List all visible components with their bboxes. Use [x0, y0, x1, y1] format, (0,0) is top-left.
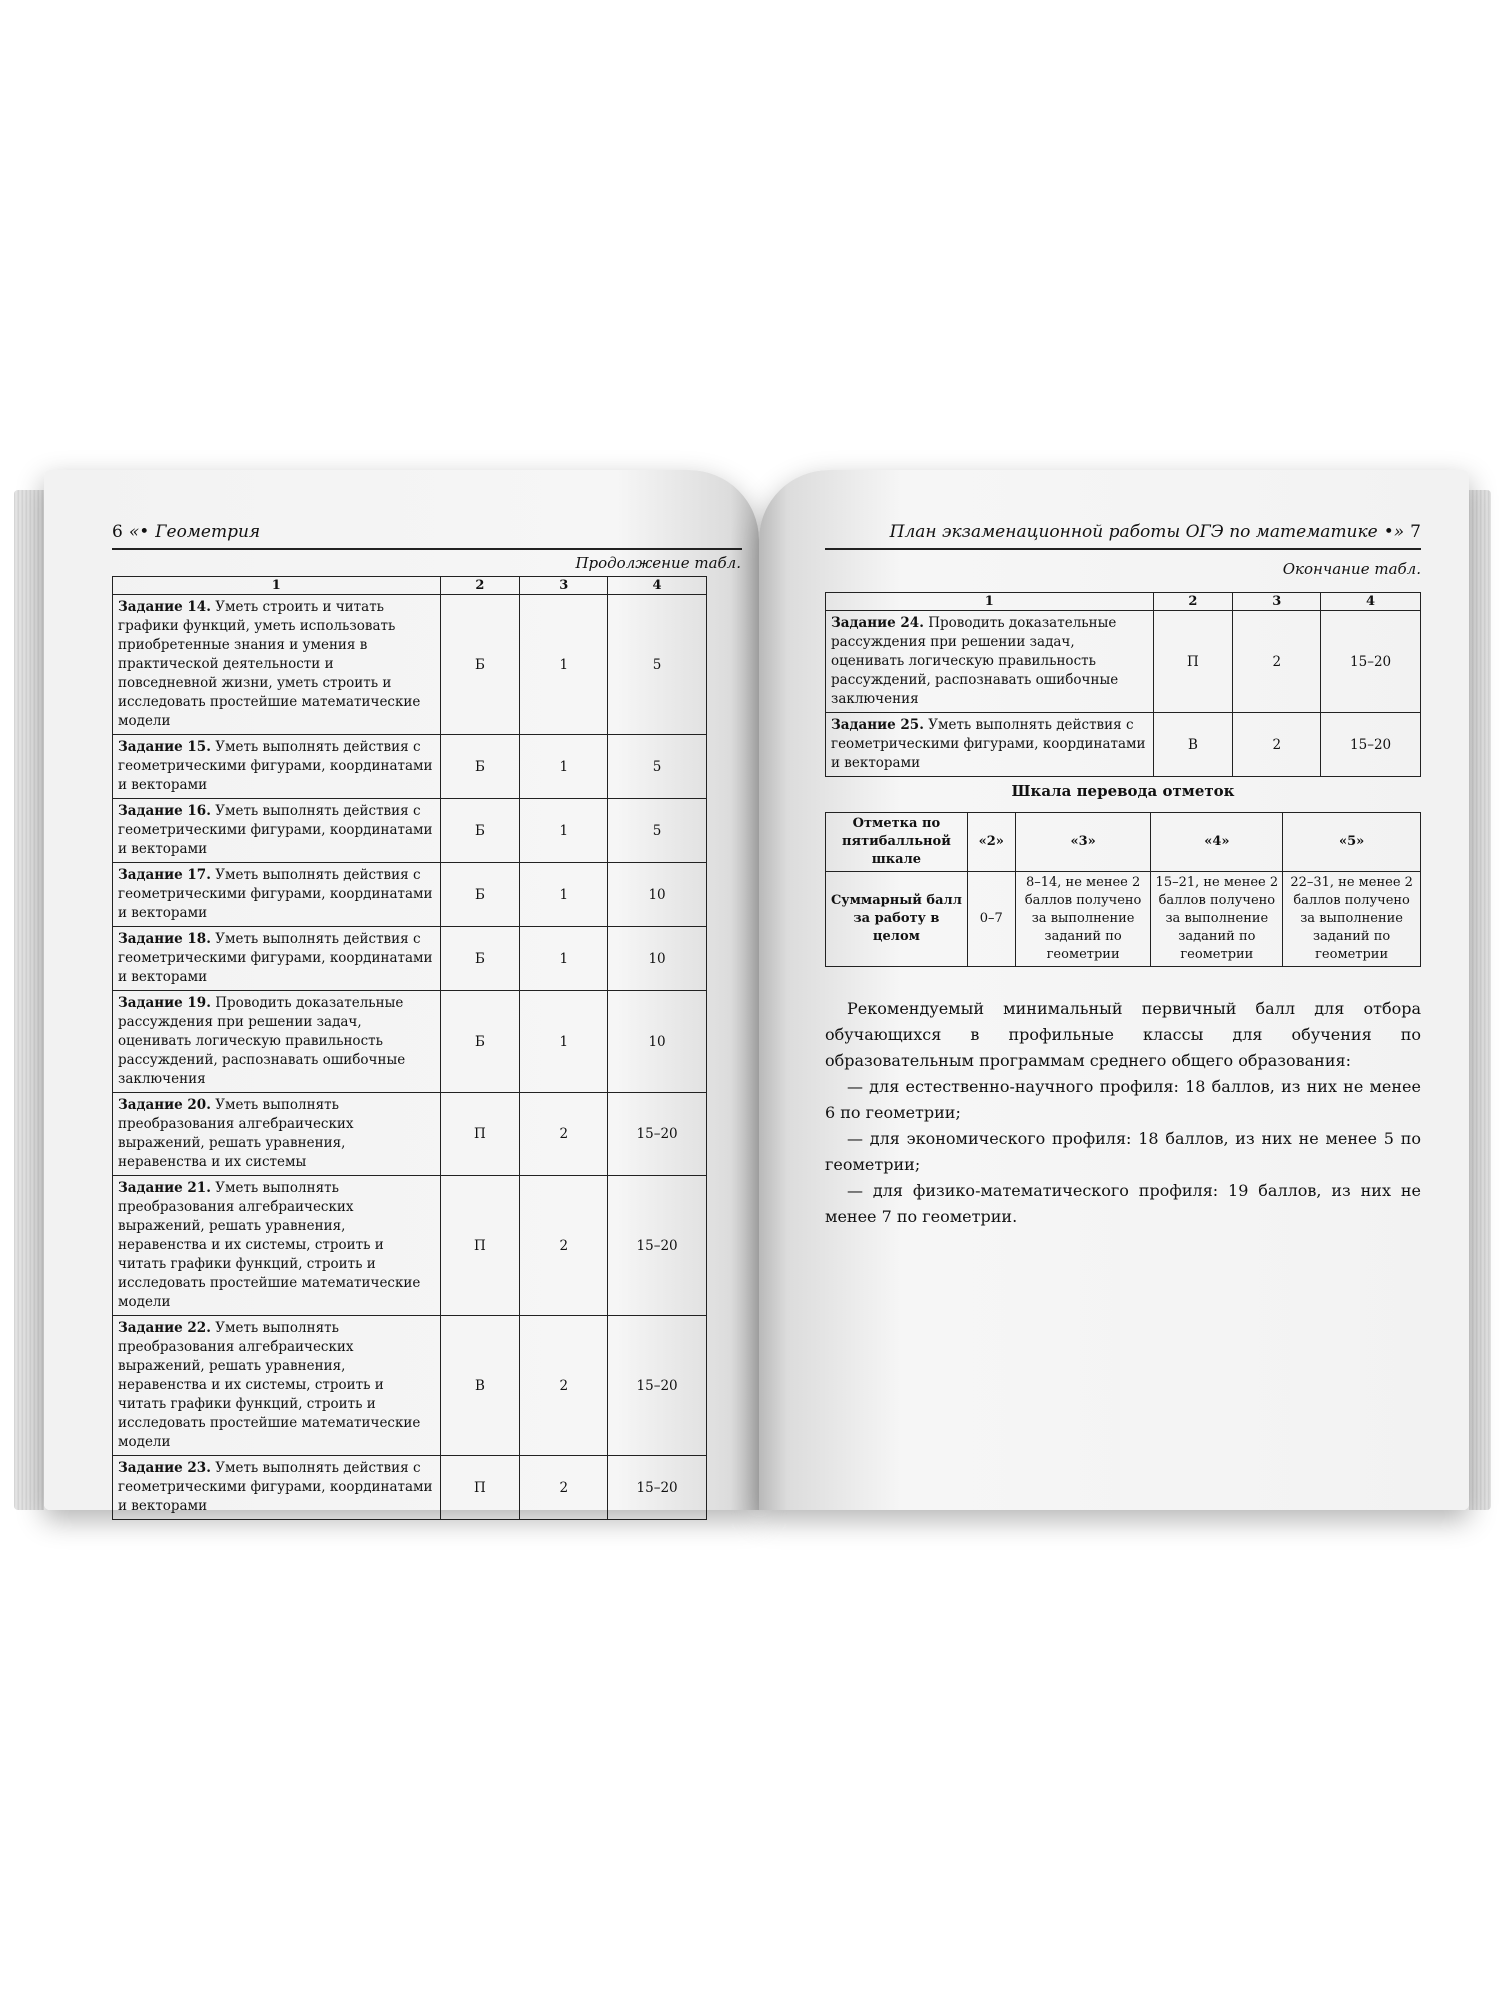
recommendation-text: [825, 996, 1421, 1230]
grade-3: «3»: [1015, 813, 1151, 872]
task-time: 15–20: [608, 1093, 707, 1176]
task-text: Уметь выполнять действия с геометрическими фигурами, координатами и векторами: [118, 931, 433, 985]
task-points: 1: [520, 927, 608, 991]
task-number: Задание 21.: [118, 1180, 211, 1196]
task-points: 1: [520, 863, 608, 927]
table-row: [113, 991, 707, 1093]
task-text: Уметь выполнять действия с геометрическими фигурами, координатами и векторами: [118, 739, 433, 793]
scale-grades-row: [826, 813, 1421, 872]
left-ornament: «•: [128, 522, 150, 542]
task-level: П: [1153, 611, 1233, 713]
task-time: 10: [608, 991, 707, 1093]
table-row: [113, 735, 707, 799]
task-level: Б: [440, 799, 520, 863]
right-running-title: План экзаменационной работы ОГЭ по математике: [889, 522, 1378, 542]
range-grade-4: 15–21, не менее 2 баллов получено за выполнение заданий по геометрии: [1151, 872, 1283, 967]
task-level: П: [440, 1176, 520, 1316]
task-points: 2: [520, 1176, 608, 1316]
left-col-2: 2: [440, 577, 520, 595]
task-points: 1: [520, 595, 608, 735]
open-book: [14, 470, 1492, 1530]
table-row: [826, 713, 1421, 777]
task-description: [113, 1456, 441, 1520]
task-description: [826, 611, 1154, 713]
left-header-rule: [112, 548, 742, 550]
task-time: 15–20: [608, 1316, 707, 1456]
task-time: 15–20: [608, 1456, 707, 1520]
task-points: 1: [520, 735, 608, 799]
range-grade-3: 8–14, не менее 2 баллов получено за выполнение заданий по геометрии: [1015, 872, 1151, 967]
scale-row2-label: Суммарный балл за работу в целом: [826, 872, 968, 967]
task-text: Проводить доказательные рассуждения при решении задач, оценивать логическую правильность рассуждений, распознавать ошибочные заключения: [118, 995, 406, 1087]
scale-title: Шкала перевода отметок: [1011, 782, 1235, 800]
task-points: 1: [520, 799, 608, 863]
left-table-header: [113, 577, 707, 595]
range-grade-2: 0–7: [967, 872, 1015, 967]
task-text: Уметь выполнять действия с геометрическими фигурами, координатами и векторами: [831, 717, 1146, 771]
left-page-edges: [14, 490, 44, 1510]
task-text: Уметь выполнять действия с геометрическими фигурами, координатами и векторами: [118, 867, 433, 921]
task-description: [113, 927, 441, 991]
range-grade-5: 22–31, не менее 2 баллов получено за выполнение заданий по геометрии: [1283, 872, 1421, 967]
left-page-number: 6: [112, 522, 123, 542]
table-row: [113, 863, 707, 927]
task-text: Уметь выполнять действия с геометрическими фигурами, координатами и векторами: [118, 803, 433, 857]
task-number: Задание 25.: [831, 717, 924, 733]
right-ornament: •»: [1383, 522, 1405, 542]
left-running-title: Геометрия: [155, 522, 261, 542]
table-row: [113, 799, 707, 863]
left-page: [44, 470, 759, 1514]
left-table-note: Продолжение табл.: [575, 554, 741, 572]
right-table-note: Окончание табл.: [1282, 560, 1421, 578]
grade-5: «5»: [1283, 813, 1421, 872]
task-number: Задание 22.: [118, 1320, 211, 1336]
task-text: Уметь выполнять действия с геометрическими фигурами, координатами и векторами: [118, 1460, 433, 1514]
scale-ranges-row: [826, 872, 1421, 967]
task-points: 2: [520, 1316, 608, 1456]
task-time: 15–20: [608, 1176, 707, 1316]
grade-4: «4»: [1151, 813, 1283, 872]
task-number: Задание 14.: [118, 599, 211, 615]
left-col-3: 3: [520, 577, 608, 595]
task-level: Б: [440, 595, 520, 735]
task-level: Б: [440, 927, 520, 991]
scale-row1-label: Отметка по пятибалльной шкале: [826, 813, 968, 872]
task-number: Задание 18.: [118, 931, 211, 947]
task-points: 2: [1233, 713, 1321, 777]
left-col-4: 4: [608, 577, 707, 595]
table-row: [826, 611, 1421, 713]
right-table-header: [826, 593, 1421, 611]
task-level: Б: [440, 863, 520, 927]
task-description: [113, 991, 441, 1093]
task-number: Задание 15.: [118, 739, 211, 755]
table-row: [113, 1176, 707, 1316]
table-row: [113, 927, 707, 991]
table-row: [113, 1316, 707, 1456]
task-description: [113, 735, 441, 799]
grade-2: «2»: [967, 813, 1015, 872]
right-col-1: 1: [826, 593, 1154, 611]
task-level: П: [440, 1093, 520, 1176]
right-running-head: [890, 522, 1421, 542]
profile-economic: — для экономического профиля: 18 баллов, из них не менее 5 по геометрии;: [825, 1129, 1421, 1174]
right-page: [759, 470, 1469, 1510]
task-points: 2: [520, 1456, 608, 1520]
task-number: Задание 16.: [118, 803, 211, 819]
task-text: Уметь выполнять преобразования алгебраических выражений, решать уравнения, неравенства и их системы: [118, 1097, 354, 1170]
right-col-4: 4: [1321, 593, 1421, 611]
task-time: 10: [608, 927, 707, 991]
right-table: [825, 592, 1421, 777]
task-time: 15–20: [1321, 713, 1421, 777]
task-number: Задание 20.: [118, 1097, 211, 1113]
right-page-edges: [1469, 490, 1491, 1510]
task-level: Б: [440, 991, 520, 1093]
task-time: 5: [608, 735, 707, 799]
task-description: [113, 1093, 441, 1176]
task-level: В: [440, 1316, 520, 1456]
task-level: П: [440, 1456, 520, 1520]
task-number: Задание 23.: [118, 1460, 211, 1476]
table-row: [113, 595, 707, 735]
recommendation-intro: Рекомендуемый минимальный первичный балл для отбора обучающихся в профильные классы для обучения по образовательным программам среднего общего образования:: [825, 999, 1421, 1070]
task-time: 5: [608, 799, 707, 863]
task-points: 2: [520, 1093, 608, 1176]
table-row: [113, 1456, 707, 1520]
right-header-rule: [825, 548, 1421, 550]
task-description: [826, 713, 1154, 777]
task-description: [113, 863, 441, 927]
task-description: [113, 595, 441, 735]
table-row: [113, 1093, 707, 1176]
task-text: Уметь выполнять преобразования алгебраических выражений, решать уравнения, неравенства и их системы, строить и читать графики функций, строить и исследовать простейшие математические модели: [118, 1180, 421, 1310]
task-description: [113, 1176, 441, 1316]
left-running-head: [112, 522, 260, 542]
task-text: Уметь выполнять преобразования алгебраических выражений, решать уравнения, неравенства и их системы, строить и читать графики функций, строить и исследовать простейшие математические модели: [118, 1320, 421, 1450]
task-description: [113, 1316, 441, 1456]
task-points: 1: [520, 991, 608, 1093]
left-table: [112, 576, 707, 1520]
right-col-3: 3: [1233, 593, 1321, 611]
profile-natural-science: — для естественно-научного профиля: 18 баллов, из них не менее 6 по геометрии;: [825, 1077, 1421, 1122]
task-level: В: [1153, 713, 1233, 777]
grade-scale-table: [825, 812, 1421, 967]
task-time: 5: [608, 595, 707, 735]
task-description: [113, 799, 441, 863]
left-col-1: 1: [113, 577, 441, 595]
task-time: 15–20: [1321, 611, 1421, 713]
task-time: 10: [608, 863, 707, 927]
right-page-number: 7: [1410, 522, 1421, 542]
task-number: Задание 24.: [831, 615, 924, 631]
task-points: 2: [1233, 611, 1321, 713]
task-text: Проводить доказательные рассуждения при решении задач, оценивать логическую правильность рассуждений, распознавать ошибочные заключения: [831, 615, 1119, 707]
task-level: Б: [440, 735, 520, 799]
profile-physics-math: — для физико-математического профиля: 19 баллов, из них не менее 7 по геометрии.: [825, 1181, 1421, 1226]
right-col-2: 2: [1153, 593, 1233, 611]
task-text: Уметь строить и читать графики функций, уметь использовать приобретенные знания и умения в практической деятельности и повседневной жизни, уметь строить и исследовать простейшие математические модели: [118, 599, 421, 729]
task-number: Задание 19.: [118, 995, 211, 1011]
task-number: Задание 17.: [118, 867, 211, 883]
